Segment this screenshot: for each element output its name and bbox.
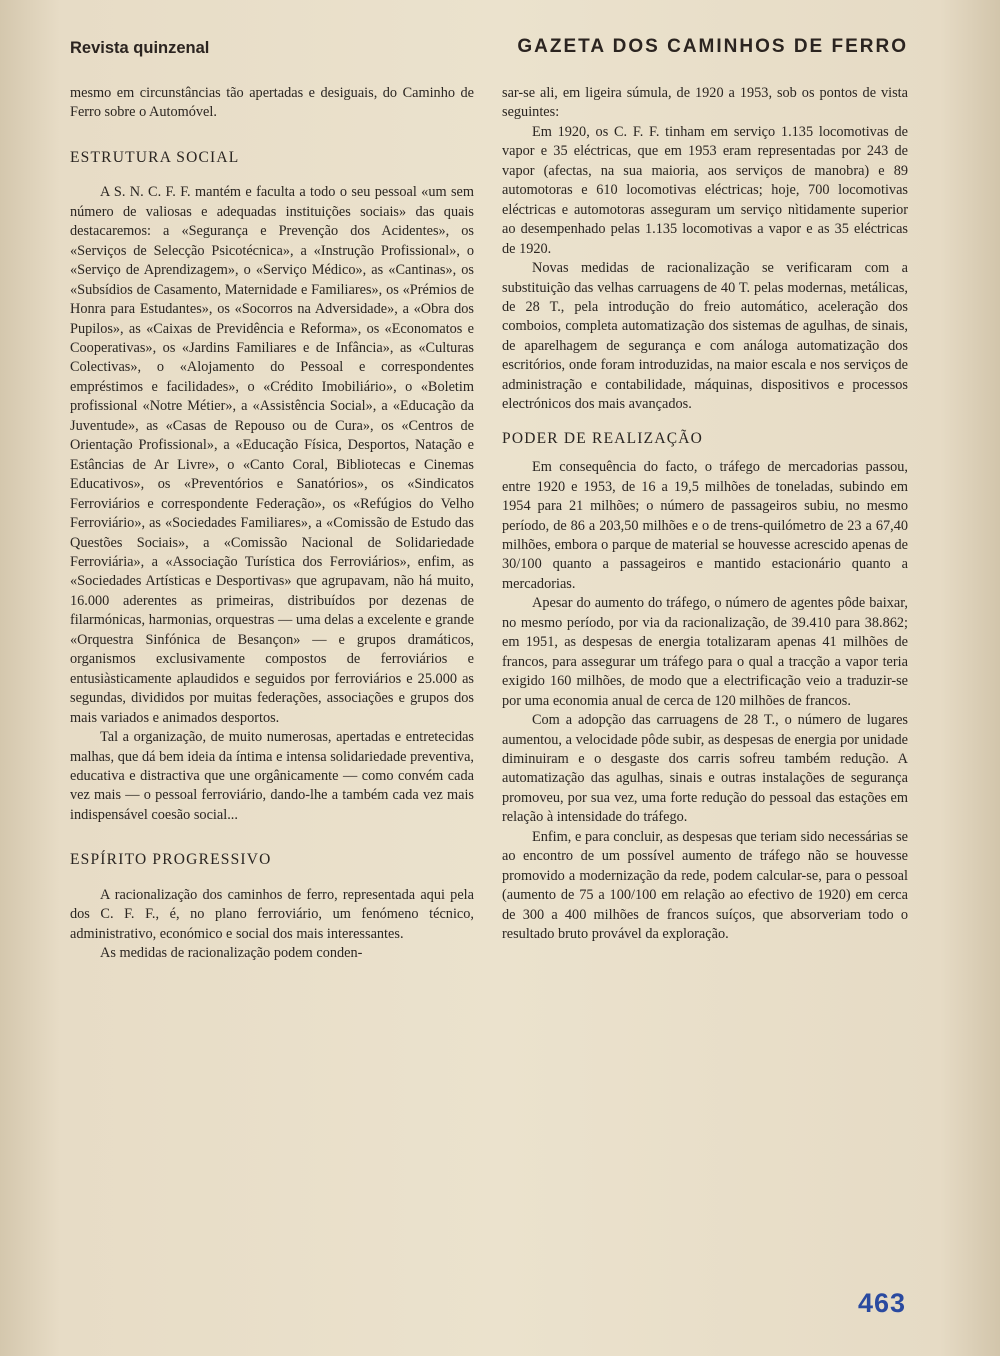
paragraph: Novas medidas de racionalização se verificaram com a substituição das velhas carruagens de 40 T. pelas modernas, metálicas, de 28 T., pela introdução do freio automático, aceleração dos comboios, completa automatização dos sistemas de agulhas, de sinais, de aparelhagem de segurança e com análoga automatização dos escritórios, onde foram introduzidas, na maior escala e nos serviços de administração e contabilidade, máquinas, dispositivos e processos electrónicos dos mais avançados. [502, 260, 908, 413]
paragraph: sar-se ali, em ligeira súmula, de 1920 a 1953, sob os pontos de vista seguintes: [502, 85, 908, 121]
paragraph: A S. N. C. F. F. mantém e faculta a todo o seu pessoal «um sem número de valiosas e adequadas instituições sociais» das quais destacaremos: a «Segurança e Prevenção dos Acidentes», os «Serviços de Selecção Psicotécnica», a «Instrução Profissional», o «Serviço de Aprendizagem», o «Serviço Médico», as «Cantinas», os «Subsídios de Casamento, Maternidade e Familiares», os «Prémios de Honra para Estudantes», os «Socorros na Adversidade», a «Obra dos Pupilos», as «Caixas de Previdência e Reforma», os «Economatos e Cooperativas», os «Jardins Familiares e de Infância», as «Culturas Colectivas», o «Alojamento do Pessoal e correspondentes empréstimos e facilidades», o «Crédito Imobiliário», o «Boletim profissional «Notre Métier», a «Assistência Social», a «Educação da Juventude», as «Casas de Repouso ou de Cura», os «Centros de Orientação Profissional», a «Educação Física, Desportos, Natação e Estâncias de Ar Livre», o «Canto Coral, Bibliotecas e Cinemas Educativos», os «Preventórios e Sanatórios», os «Sindicatos Ferroviários e correspondente Federação», os «Refúgios do Velho Ferroviário», as «Sociedades Familiares», a «Comissão de Estudo das Questões Sociais», a «Comissão Nacional de Solidariedade Ferroviária», a «Associação Turística dos Ferroviários», enfim, as «Sociedades Artísticas e Desportivas» que agrupavam, não há muito, 16.000 aderentes as primeiras, distribuídos por dezenas de filarmónicas, harmonias, orquestras — uma delas a excelente e grande «Orquestra Sinfónica de Besançon» — e grupos dramáticos, organismos exclusivamente compostos de ferroviários e entusiàsticamente aplaudidos e seguidos por ferroviários e 25.000 as segundas, divididos por muitas federações, associações e grupos dos mais variados e animados desportos. [70, 184, 474, 726]
paragraph: A racionalização dos caminhos de ferro, representada aqui pela dos C. F. F., é, no plano ferroviário, um fenómeno técnico, administrativo, económico e social dos mais interessantes. [70, 886, 474, 942]
paragraph: Apesar do aumento do tráfego, o número de agentes pôde baixar, no mesmo período, por via da racionalização, de 39.410 para 38.862; em 1951, as despesas de energia totalizaram apenas 41 milhões de francos, para assegurar um tráfego para o qual a tracção a vapor teria exigido 160 milhões, de modo que a electrificação veio a traduzir-se por uma economia anual de cerca de 120 milhões de francos. [502, 595, 908, 709]
page-number: 463 [857, 1288, 906, 1318]
running-header [70, 26, 908, 58]
section-heading-espirito-progressivo: ESPÍRITO PROGRESSIVO [70, 851, 272, 869]
right-column [502, 84, 908, 944]
section-heading-poder-de-realizacao: PODER DE REALIZAÇÃO [502, 429, 704, 447]
header-publication-title: GAZETA DOS CAMINHOS DE FERRO [517, 36, 908, 57]
paragraph: As medidas de racionalização podem conden- [100, 945, 363, 962]
section-heading-estrutura-social: ESTRUTURA SOCIAL [70, 148, 240, 166]
paragraph: Em 1920, os C. F. F. tinham em serviço 1.135 locomotivas de vapor e 35 eléctricas, que em 1953 eram representadas por 243 de vapor (afectas, na sua maioria, aos serviços de manobra) e 89 automotoras e 610 locomotivas eléctricas; hoje, 700 locomotivas eléctricas e automotoras asseguram um serviço nìtidamente superior ao desempenhado pelas 1.135 locomotivas a vapor e as 35 eléctricas de 1920. [502, 123, 908, 257]
header-periodicity: Revista quinzenal [70, 39, 210, 57]
left-column [70, 84, 474, 964]
paragraph: Em consequência do facto, o tráfego de mercadorias passou, entre 1920 e 1953, de 16 a 19,5 milhões de toneladas, subindo em 1954 para 21 milhões; o número de passageiros subiu, no mesmo período, de 86 a 203,50 milhões e o de trens-quilómetro de 23 a 67,40 milhões, embora o parque de material se houvesse acrescido apenas de 30/100 quanto a passageiros e mantido estacionário quanto a mercadorias. [502, 459, 908, 592]
paragraph: Enfim, e para concluir, as despesas que teriam sido necessárias se ao encontro de um possível aumento de tráfego não se houvesse promovido a modernização da rede, podem calcular-se, para o pessoal (aumento de 75 a 100/100 em relação ao efectivo de 1920) em cerca de 300 a 400 milhões de francos suíços, que absorveriam todo o resultado bruto provável da exploração. [502, 828, 908, 943]
paragraph: mesmo em circunstâncias tão apertadas e desiguais, do Caminho de Ferro sobre o Automóvel. [70, 85, 474, 121]
paragraph: Com a adopção das carruagens de 28 T., o número de lugares aumentou, a velocidade pôde subir, as despesas de energia por unidade diminuiram e o desgaste dos carris sofreu também redução. A automatização das agulhas, sinais e outras instalações de segurança promoveu, por sua vez, uma forte redução do pessoal das estações em relação à intensidade do tráfego. [502, 712, 908, 826]
paragraph: Tal a organização, de muito numerosas, apertadas e entretecidas malhas, que dá bem ideia da íntima e intensa solidariedade preventiva, educativa e distractiva que une orgânicamente — como convém cada vez mais — o pessoal ferroviário, dando-lhe a também cada vez mais indispensável coesão social... [70, 729, 474, 823]
